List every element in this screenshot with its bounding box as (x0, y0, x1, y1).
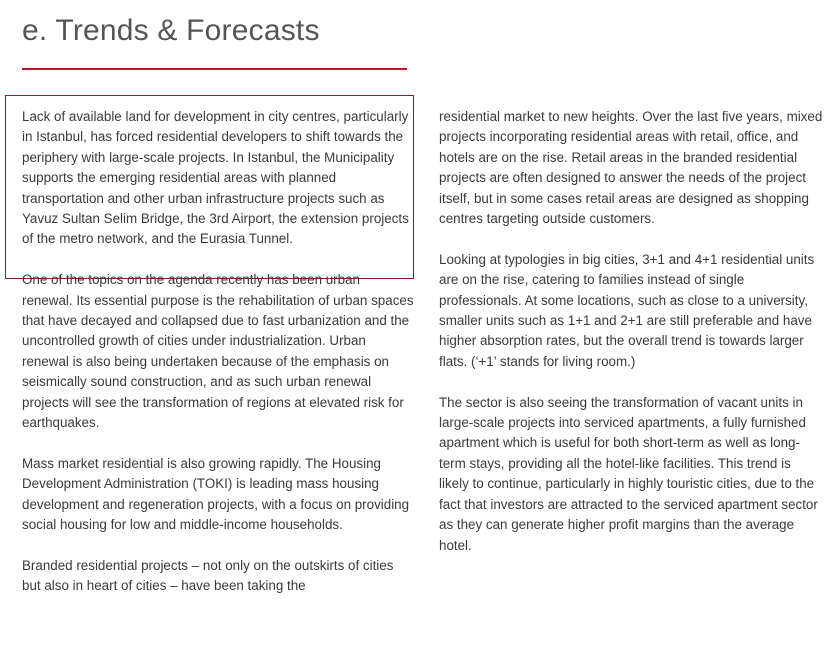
paragraph-typologies: Looking at typologies in big cities, 3+1 and 4+1 residential units are on the rise, catering to families instead of single professionals. At some locations, such as close to a university, smaller units such as 1+1 and 2+1 are still preferable and have higher absorption rates, but the overall trend is towards larger flats. (‘+1’ stands for living room.) (439, 251, 815, 369)
section-title: e. Trends & Forecasts (22, 14, 320, 47)
right-column (439, 107, 824, 576)
paragraph-mass-market: Mass market residential is also growing rapidly. The Housing Development Administration (TOKI) is leading mass housing development and regeneration projects, with a focus on providing social housing for low and middle-income households. (22, 455, 410, 533)
paragraph-branded-residential: Branded residential projects – not only on the outskirts of cities but also in heart of cities – have been taking the (22, 557, 394, 594)
paragraph-land-development: Lack of available land for development in city centres, particularly in Istanbul, has forced residential developers to shift towards the periphery with large-scale projects. In Istanbul, the Municipality supports the emerging residential areas with planned transportation and other urban infrastructure projects such as Yavuz Sultan Selim Bridge, the 3rd Airport, the extension projects of the metro network, and the Eurasia Tunnel. (22, 109, 409, 247)
paragraph-mixed-projects: residential market to new heights. Over the last five years, mixed projects incorporating residential areas with retail, office, and hotels are on the rise. Retail areas in the branded residential projects are often designed to answer the needs of the project itself, but in some cases retail areas are designed as shopping centres targeting outside customers. (439, 109, 823, 227)
left-column (22, 107, 414, 617)
paragraph-urban-renewal: One of the topics on the agenda recently has been urban renewal. Its essential purpose is the rehabilitation of urban spaces that have decayed and collapsed due to fast urbanization and the uncontrolled growth of cities under industrialization. Urban renewal is also being undertaken because of the emphasis on seismically sound construction, and as such urban renewal projects will see the transformation of regions at elevated risk for earthquakes. (22, 272, 414, 431)
paragraph-serviced-apartments: The sector is also seeing the transformation of vacant units in large-scale projects into serviced apartments, a fully furnished apartment which is useful for both short-term as well as long-term stays, providing all the hotel-like facilities. This trend is likely to continue, particularly in highly touristic cities, due to the fact that investors are attracted to the serviced apartment sector as they can generate higher profit margins than the average hotel. (439, 394, 818, 553)
title-divider (22, 68, 407, 70)
